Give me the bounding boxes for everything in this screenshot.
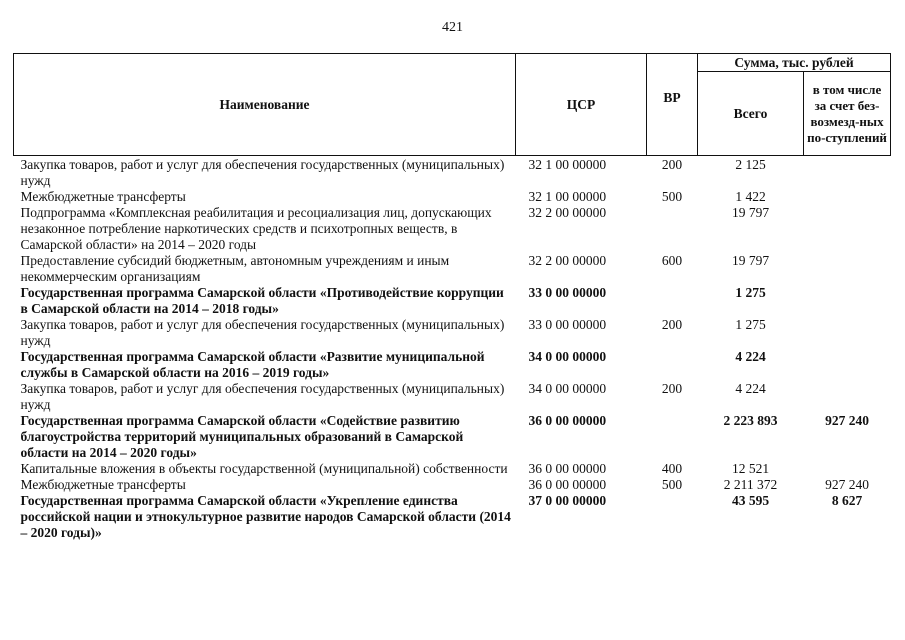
row-name: Подпрограмма «Комплексная реабилитация и ресоциализация лиц, допускающих незаконное потребление наркотических средств и психотропных веществ, в Самарской области» на 2014 – 2020 годы (20, 205, 492, 252)
row-bez (804, 205, 891, 253)
table-row (14, 493, 891, 541)
row-total: 1 275 (735, 285, 766, 300)
row-name: Капитальные вложения в объекты государственной (муниципальной) собственности (20, 461, 508, 476)
row-bez: 927 240 (825, 477, 869, 492)
row-csr: 36 0 00 00000 (528, 477, 607, 492)
table-row (14, 189, 891, 205)
row-vr (647, 285, 698, 317)
row-name: Государственная программа Самарской области «Развитие муниципальной службы в Самарской области на 2016 – 2019 годы» (20, 349, 485, 380)
row-total: 4 224 (735, 381, 766, 396)
row-name: Государственная программа Самарской области «Противодействие коррупции в Самарской области на 2014 – 2018 годы» (20, 285, 504, 316)
row-vr (647, 205, 698, 253)
row-csr: 34 0 00 00000 (528, 349, 607, 364)
table-row (14, 253, 891, 285)
row-total: 2 223 893 (723, 413, 778, 428)
table-row (14, 349, 891, 381)
row-bez (804, 189, 891, 205)
budget-table (13, 53, 891, 541)
table-row (14, 205, 891, 253)
table-row (14, 381, 891, 413)
row-bez: 927 240 (825, 413, 869, 428)
row-vr: 500 (661, 477, 683, 492)
row-vr: 600 (661, 253, 683, 268)
row-name: Предоставление субсидий бюджетным, автономным учреждениям и иным некоммерческим организациям (20, 253, 450, 284)
row-csr: 33 0 00 00000 (528, 317, 607, 332)
row-total: 19 797 (731, 205, 770, 220)
row-csr: 33 0 00 00000 (528, 285, 607, 300)
row-bez (804, 285, 891, 317)
row-csr: 32 2 00 00000 (528, 253, 607, 268)
header-total: Всего (698, 72, 804, 156)
table-row (14, 317, 891, 349)
row-csr: 36 0 00 00000 (528, 461, 607, 476)
table-row (14, 477, 891, 493)
row-total: 43 595 (731, 493, 770, 508)
row-total: 2 211 372 (723, 477, 778, 492)
row-csr: 32 1 00 00000 (528, 157, 607, 172)
table-body (14, 156, 891, 542)
row-name: Закупка товаров, работ и услуг для обеспечения государственных (муниципальных) нужд (20, 381, 505, 412)
row-vr (647, 413, 698, 461)
row-vr: 500 (661, 189, 683, 204)
row-csr: 36 0 00 00000 (528, 413, 607, 428)
row-csr: 32 1 00 00000 (528, 189, 607, 204)
row-name: Межбюджетные трансферты (20, 189, 186, 204)
row-total: 4 224 (735, 349, 766, 364)
row-name: Закупка товаров, работ и услуг для обеспечения государственных (муниципальных) нужд (20, 157, 505, 188)
row-name: Государственная программа Самарской области «Содействие развитию благоустройства территорий муниципальных образований в Самарской области на 2014 – 2020 годы» (20, 413, 464, 460)
row-csr: 34 0 00 00000 (528, 381, 607, 396)
row-vr: 400 (661, 461, 683, 476)
header-sum: Сумма, тыс. рублей (698, 54, 891, 72)
row-bez (804, 349, 891, 381)
row-vr (647, 349, 698, 381)
row-total: 12 521 (731, 461, 770, 476)
header-csr: ЦСР (516, 54, 647, 156)
row-csr: 37 0 00 00000 (528, 493, 607, 508)
row-total: 1 275 (735, 317, 766, 332)
row-bez (804, 156, 891, 190)
table-header (14, 54, 891, 156)
header-vr: ВР (647, 54, 698, 156)
row-total: 19 797 (731, 253, 770, 268)
row-vr: 200 (661, 317, 683, 332)
table-row (14, 156, 891, 190)
row-bez: 8 627 (831, 493, 863, 508)
row-bez (804, 381, 891, 413)
row-bez (804, 317, 891, 349)
header-bez: в том числе за счет без-возмезд-ных по-ступлений (804, 72, 891, 156)
row-vr: 200 (661, 381, 683, 396)
row-name: Закупка товаров, работ и услуг для обеспечения государственных (муниципальных) нужд (20, 317, 505, 348)
row-vr: 200 (661, 157, 683, 172)
row-bez (804, 253, 891, 285)
row-name: Государственная программа Самарской области «Укрепление единства российской нации и этнокультурное развитие народов Самарской области (2014 – 2020 годы)» (20, 493, 511, 540)
row-bez (804, 461, 891, 477)
page-number: 421 (442, 20, 463, 35)
row-total: 1 422 (735, 189, 766, 204)
table-row (14, 461, 891, 477)
row-vr (647, 493, 698, 541)
table-row (14, 285, 891, 317)
table-row (14, 413, 891, 461)
header-name: Наименование (14, 54, 516, 156)
row-name: Межбюджетные трансферты (20, 477, 186, 492)
row-csr: 32 2 00 00000 (528, 205, 607, 220)
row-total: 2 125 (735, 157, 766, 172)
